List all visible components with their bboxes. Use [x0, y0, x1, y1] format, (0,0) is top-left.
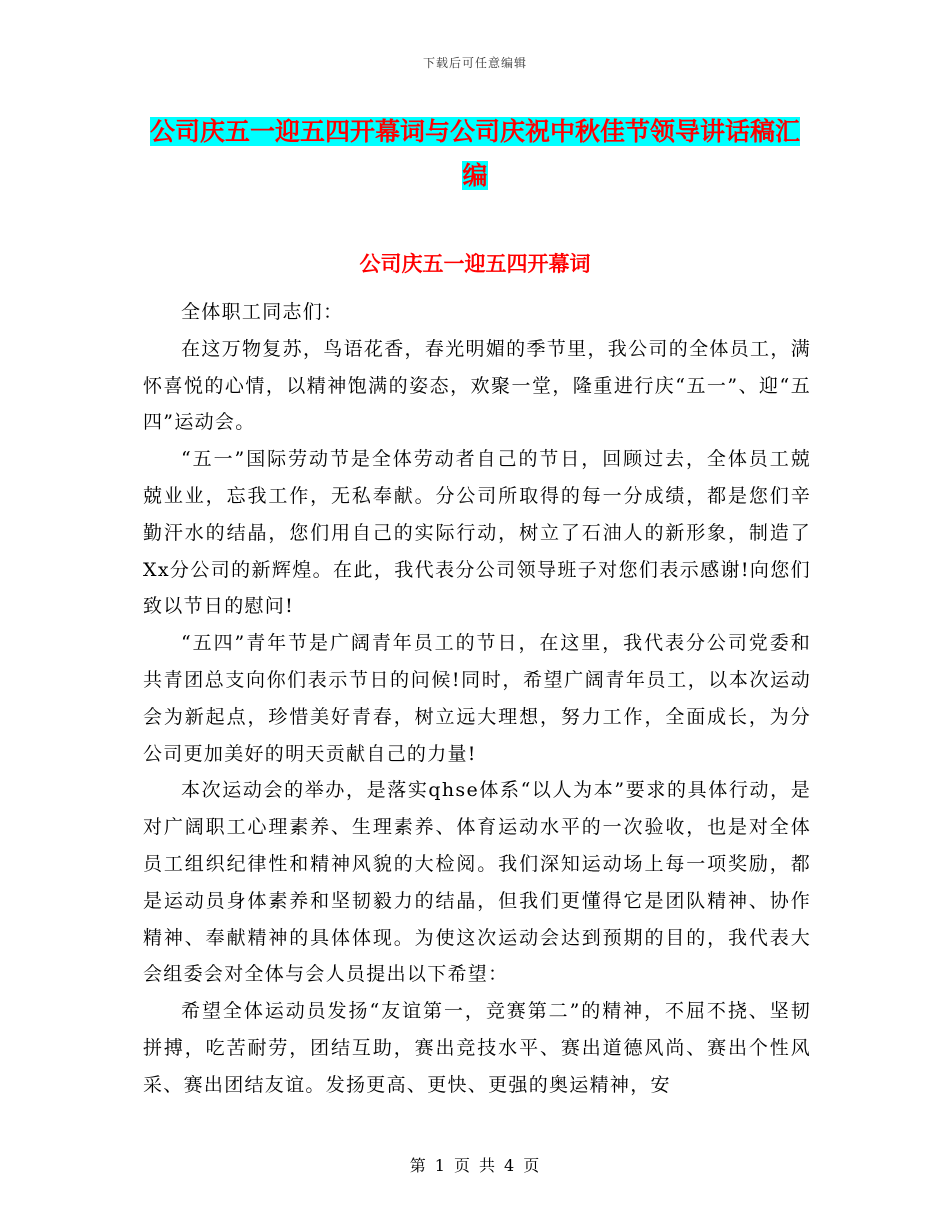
- page-total: 4: [504, 1156, 516, 1175]
- page-current: 1: [434, 1156, 446, 1175]
- page-suffix: 页: [523, 1156, 541, 1175]
- document-body: [143, 294, 811, 1104]
- header-note: 下载后可任意编辑: [422, 56, 527, 70]
- page-footer: [0, 1153, 950, 1176]
- paragraph: 在这万物复苏，鸟语花香，春光明媚的季节里，我公司的全体员工，满怀喜悦的心情，以精神饱满的姿态，欢聚一堂，隆重进行庆“五一”、迎“五四”运动会。: [143, 337, 811, 434]
- page-prefix: 第: [409, 1156, 427, 1175]
- page-total-label: 共: [479, 1156, 497, 1175]
- document-title-text: 公司庆五一迎五四开幕词与公司庆祝中秋佳节领导讲话稿汇编: [149, 117, 800, 190]
- section-title: 公司庆五一迎五四开幕词: [359, 252, 591, 276]
- paragraph: 希望全体运动员发扬“友谊第一，竞赛第二”的精神，不屈不挠、坚韧拼搏，吃苦耐劳，团结互助，赛出竞技水平、赛出道德风尚、赛出个性风采、赛出团结友谊。发扬更高、更快、更强的奥运精神，安: [143, 1000, 811, 1096]
- paragraph: 本次运动会的举办，是落实qhse体系“以人为本”要求的具体行动，是对广阔职工心理素养、生理素养、体育运动水平的一次验收，也是对全体员工组织纪律性和精神风貌的大检阅。我们深知运动场上每一项奖励，都是运动员身体素养和坚韧毅力的结晶，但我们更懂得它是团队精神、协作精神、奉献精神的具体体现。为使这次运动会达到预期的目的，我代表大会组委会对全体与会人员提出以下希望：: [143, 779, 811, 986]
- salutation: 全体职工同志们：: [181, 301, 344, 323]
- paragraph: “五一”国际劳动节是全体劳动者自己的节日，回顾过去，全体员工兢兢业业，忘我工作，无私奉献。分公司所取得的每一分成绩，都是您们辛勤汗水的结晶，您们用自己的实际行动，树立了石油人的新形象，制造了Xx分公司的新辉煌。在此，我代表分公司领导班子对您们表示感谢!向您们致以节日的慰问!: [143, 448, 811, 618]
- paragraph: “五四”青年节是广阔青年员工的节日，在这里，我代表分公司党委和共青团总支向你们表示节日的问候!同时，希望广阔青年员工，以本次运动会为新起点，珍惜美好青春，树立远大理想，努力工作，全面成长，为分公司更加美好的明天贡献自己的力量!: [143, 632, 811, 765]
- document-title: [140, 110, 810, 198]
- page-label: 页: [453, 1156, 471, 1175]
